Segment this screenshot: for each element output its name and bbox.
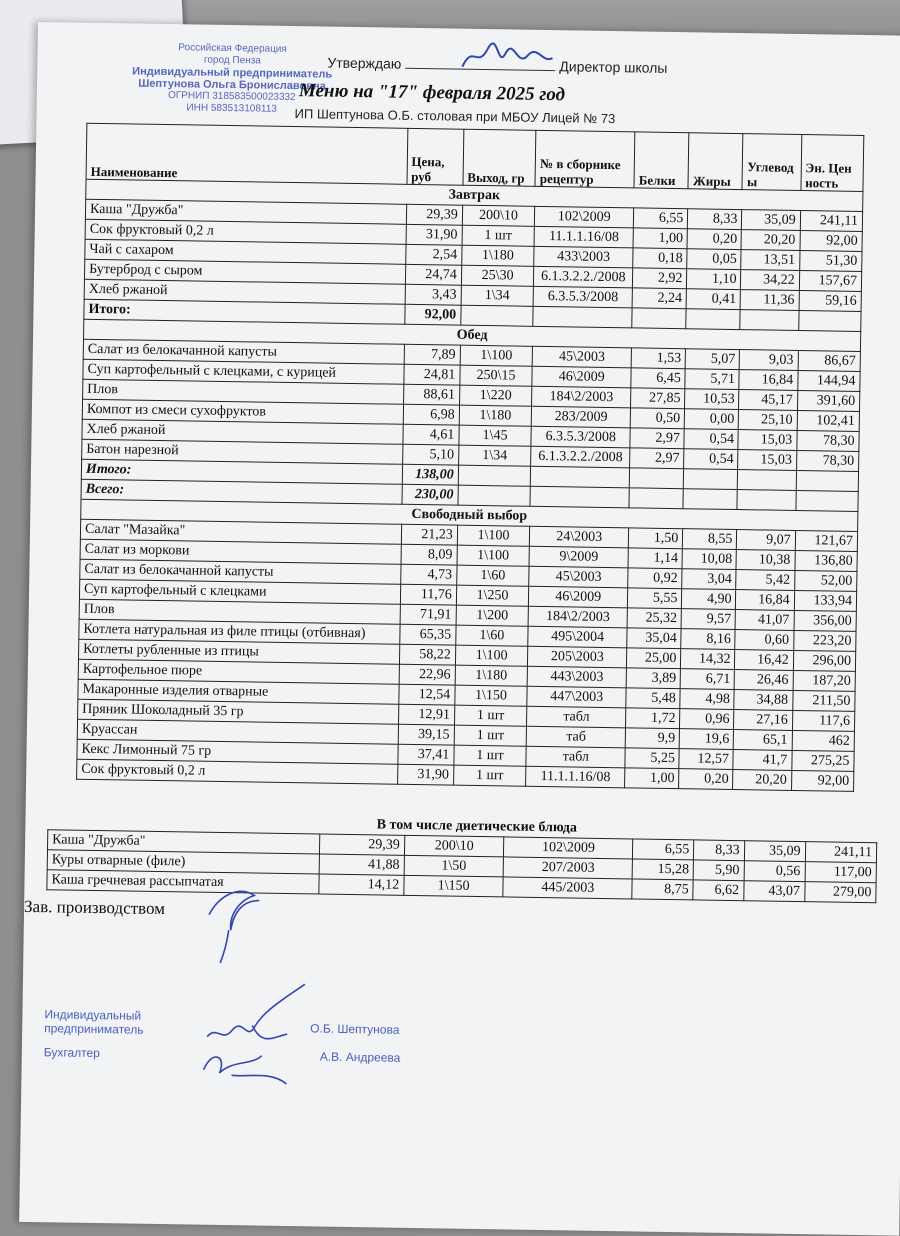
empty-cell bbox=[629, 488, 683, 509]
protein: 2,97 bbox=[630, 428, 684, 449]
entrepreneur-signature bbox=[191, 975, 323, 1087]
fat: 0,00 bbox=[685, 409, 739, 430]
section-title: В том числе диетические блюда bbox=[376, 816, 578, 836]
protein: 0,50 bbox=[630, 408, 684, 429]
empty-cell bbox=[530, 486, 629, 508]
production-manager-signature bbox=[198, 855, 270, 966]
yield: 1\250 bbox=[456, 585, 529, 606]
carbs: 16,84 bbox=[739, 370, 797, 391]
energy: 144,94 bbox=[797, 370, 860, 391]
protein: 15,28 bbox=[633, 859, 694, 880]
recipe-number: таб bbox=[526, 726, 625, 748]
entrepreneur-label: Индивидуальный предприниматель bbox=[44, 1007, 144, 1037]
yield: 1 шт bbox=[462, 225, 535, 246]
fat: 4,90 bbox=[682, 589, 736, 610]
price: 71,91 bbox=[400, 604, 456, 625]
recipe-number: 6.1.3.2.2./2008 bbox=[534, 266, 633, 288]
price: 11,76 bbox=[400, 584, 456, 605]
recipe-number: 445/2003 bbox=[503, 877, 632, 899]
fat: 12,57 bbox=[679, 749, 733, 770]
recipe-number: 45\2003 bbox=[532, 346, 631, 368]
price: 31,90 bbox=[406, 224, 462, 245]
price: 41,88 bbox=[320, 854, 405, 875]
empty-cell bbox=[796, 490, 859, 511]
dish-name: Пряник Шоколадный 35 гр bbox=[78, 699, 399, 724]
fat: 8,55 bbox=[683, 529, 737, 550]
protein: 5,55 bbox=[628, 588, 682, 609]
carbs: 5,42 bbox=[736, 570, 794, 591]
recipe-number: 443\2003 bbox=[527, 666, 626, 688]
protein: 2,97 bbox=[630, 448, 684, 469]
energy: 241,11 bbox=[805, 842, 877, 863]
total-value: 230,00 bbox=[402, 484, 458, 505]
carbs: 15,03 bbox=[738, 450, 796, 471]
energy: 136,80 bbox=[795, 550, 858, 571]
section-title: Свободный выбор bbox=[81, 499, 858, 531]
empty-cell bbox=[461, 305, 534, 326]
empty-cell bbox=[686, 309, 740, 330]
dish-name: Плов bbox=[79, 599, 400, 624]
recipe-number: 9\2009 bbox=[529, 546, 628, 568]
empty-cell bbox=[683, 489, 737, 510]
menu-table bbox=[76, 123, 864, 792]
col-fat: Жиры bbox=[688, 133, 743, 190]
col-protein: Белки bbox=[634, 132, 689, 189]
price: 12,54 bbox=[398, 684, 454, 705]
energy: 92,00 bbox=[791, 770, 854, 791]
protein: 25,32 bbox=[627, 608, 681, 629]
empty-cell bbox=[630, 468, 684, 489]
price: 21,23 bbox=[401, 524, 457, 545]
dish-name: Хлеб ржаной bbox=[82, 419, 403, 444]
recipe-number: табл bbox=[526, 746, 625, 768]
carbs: 0,56 bbox=[744, 861, 805, 882]
energy: 462 bbox=[792, 730, 855, 751]
dish-name: Плов bbox=[83, 379, 404, 404]
carbs: 13,51 bbox=[741, 250, 799, 271]
fat: 8,33 bbox=[694, 840, 745, 861]
carbs: 0,60 bbox=[735, 630, 793, 651]
carbs: 35,09 bbox=[744, 841, 805, 862]
carbs: 20,20 bbox=[733, 770, 791, 791]
dish-name: Салат из моркови bbox=[80, 539, 401, 564]
energy: 356,00 bbox=[794, 610, 857, 631]
energy: 279,00 bbox=[804, 882, 876, 903]
yield: 1 шт bbox=[454, 705, 527, 726]
price: 12,91 bbox=[398, 704, 454, 725]
section-title: Завтрак bbox=[86, 179, 863, 211]
price: 88,61 bbox=[403, 384, 459, 405]
fat: 10,53 bbox=[685, 389, 739, 410]
carbs: 16,84 bbox=[736, 590, 794, 611]
energy: 296,00 bbox=[793, 650, 856, 671]
protein: 6,45 bbox=[631, 368, 685, 389]
total-value: 92,00 bbox=[404, 304, 460, 325]
energy: 133,94 bbox=[794, 590, 857, 611]
director-signature bbox=[457, 39, 558, 81]
price: 7,89 bbox=[404, 344, 460, 365]
protein: 2,92 bbox=[633, 268, 687, 289]
recipe-number: 205\2003 bbox=[528, 646, 627, 668]
recipe-number: 102\2009 bbox=[504, 837, 633, 859]
carbs: 45,17 bbox=[739, 390, 797, 411]
fat: 5,90 bbox=[693, 860, 744, 881]
dish-name: Салат "Мазайка" bbox=[80, 519, 401, 544]
protein: 0,18 bbox=[633, 248, 687, 269]
price: 6,98 bbox=[403, 404, 459, 425]
recipe-number: 433\2003 bbox=[534, 246, 633, 268]
empty-cell bbox=[684, 469, 738, 490]
yield: 200\10 bbox=[404, 835, 504, 857]
fat: 6,71 bbox=[680, 669, 734, 690]
recipe-number: 11.1.1.16/08 bbox=[526, 766, 625, 788]
price: 22,96 bbox=[399, 664, 455, 685]
energy: 241,11 bbox=[800, 210, 863, 231]
empty-cell bbox=[737, 490, 795, 511]
yield: 1\180 bbox=[459, 405, 532, 426]
energy: 117,00 bbox=[805, 862, 877, 883]
carbs: 34,22 bbox=[741, 270, 799, 291]
fat: 3,04 bbox=[682, 569, 736, 590]
carbs: 9,07 bbox=[737, 530, 795, 551]
price: 4,61 bbox=[403, 424, 459, 445]
energy: 275,25 bbox=[792, 750, 855, 771]
col-name: Наименование bbox=[86, 123, 407, 184]
total-label: Итого: bbox=[84, 299, 405, 324]
empty-cell bbox=[632, 308, 686, 329]
protein: 6,55 bbox=[634, 208, 688, 229]
col-yield: Выход, гр bbox=[463, 129, 536, 186]
protein: 6,55 bbox=[633, 839, 694, 860]
total-value: 138,00 bbox=[402, 464, 458, 485]
protein: 5,25 bbox=[625, 748, 679, 769]
price: 2,54 bbox=[405, 244, 461, 265]
empty-cell bbox=[458, 485, 531, 506]
energy: 86,67 bbox=[798, 350, 861, 371]
dish-name: Суп картофельный с клецками bbox=[79, 579, 400, 604]
yield: 1\100 bbox=[455, 645, 528, 666]
yield: 25\30 bbox=[461, 265, 534, 286]
carbs: 10,38 bbox=[736, 550, 794, 571]
protein: 5,48 bbox=[626, 688, 680, 709]
carbs: 9,03 bbox=[740, 350, 798, 371]
company-stamp: Российская Федерация город Пенза Индивидуальный предприниматель Шептунова Ольга Брониславовна ОГРНИП 318583500023332 ИНН 583513108113 bbox=[132, 42, 333, 115]
empty-cell bbox=[796, 470, 859, 491]
carbs: 27,16 bbox=[734, 710, 792, 731]
yield: 1\50 bbox=[404, 855, 504, 877]
accountant-name: А.В. Андреева bbox=[319, 1049, 401, 1065]
production-manager-label: Зав. производством bbox=[23, 896, 166, 919]
protein: 27,85 bbox=[631, 388, 685, 409]
protein: 1,72 bbox=[626, 708, 680, 729]
carbs: 34,88 bbox=[734, 690, 792, 711]
carbs: 25,10 bbox=[739, 410, 797, 431]
dish-name: Хлеб ржаной bbox=[84, 279, 405, 304]
energy: 78,30 bbox=[797, 430, 860, 451]
recipe-number: 6.1.3.2.2./2008 bbox=[531, 446, 630, 468]
carbs: 26,46 bbox=[735, 670, 793, 691]
energy: 78,30 bbox=[796, 450, 859, 471]
protein: 1,00 bbox=[625, 768, 679, 789]
empty-cell bbox=[458, 465, 531, 486]
yield: 1\34 bbox=[461, 285, 534, 306]
dish-name: Сок фруктовый 0,2 л bbox=[77, 759, 398, 784]
fat: 0,05 bbox=[687, 249, 741, 270]
carbs: 43,07 bbox=[743, 881, 804, 902]
protein: 9,9 bbox=[625, 728, 679, 749]
fat: 9,57 bbox=[681, 609, 735, 630]
empty-cell bbox=[798, 310, 861, 331]
recipe-number: 495\2004 bbox=[528, 626, 627, 648]
yield: 1\60 bbox=[456, 565, 529, 586]
yield: 1 шт bbox=[453, 765, 526, 786]
dish-name: Котлеты рубленные из птицы bbox=[78, 639, 399, 664]
yield: 1\34 bbox=[458, 445, 531, 466]
fat: 19,6 bbox=[680, 729, 734, 750]
protein: 1,50 bbox=[629, 528, 683, 549]
price: 39,15 bbox=[398, 724, 454, 745]
fat: 1,10 bbox=[687, 269, 741, 290]
price: 14,12 bbox=[319, 874, 404, 895]
empty-cell bbox=[531, 466, 630, 488]
recipe-number: 11.1.1.16/08 bbox=[534, 226, 633, 248]
protein: 1,14 bbox=[628, 548, 682, 569]
carbs: 20,20 bbox=[741, 230, 799, 251]
energy: 102,41 bbox=[797, 410, 860, 431]
yield: 1\180 bbox=[455, 665, 528, 686]
recipe-number: 6.3.5.3/2008 bbox=[533, 286, 632, 308]
protein: 2,24 bbox=[632, 288, 686, 309]
yield: 1\100 bbox=[457, 545, 530, 566]
protein: 1,00 bbox=[633, 228, 687, 249]
yield: 1\100 bbox=[460, 345, 533, 366]
dish-name: Бутерброд с сыром bbox=[84, 259, 405, 284]
col-price: Цена, руб bbox=[407, 128, 464, 185]
price: 37,41 bbox=[397, 744, 453, 765]
fat: 5,07 bbox=[686, 349, 740, 370]
dish-name: Компот из смеси сухофруктов bbox=[82, 399, 403, 424]
fat: 0,20 bbox=[687, 229, 741, 250]
col-recipe: № в сборнике рецептур bbox=[535, 130, 635, 188]
fat: 14,32 bbox=[681, 649, 735, 670]
approve-label: Утверждаю bbox=[327, 54, 402, 72]
carbs: 65,1 bbox=[734, 730, 792, 751]
recipe-number: 447\2003 bbox=[527, 686, 626, 708]
yield: 1\150 bbox=[404, 875, 504, 897]
energy: 187,20 bbox=[793, 670, 856, 691]
dish-name: Куры отварные (филе) bbox=[47, 850, 320, 874]
empty-cell bbox=[740, 310, 798, 331]
total-label: Итого: bbox=[81, 459, 402, 484]
dish-name: Каша "Дружба" bbox=[85, 199, 406, 224]
dish-name: Каша гречневая рассыпчатая bbox=[47, 870, 320, 894]
recipe-number: 46\2009 bbox=[529, 586, 628, 608]
dish-name: Салат из белокачанной капусты bbox=[80, 559, 401, 584]
yield: 1\180 bbox=[461, 245, 534, 266]
recipe-number: 45\2003 bbox=[529, 566, 628, 588]
fat: 0,41 bbox=[686, 289, 740, 310]
fat: 5,71 bbox=[685, 369, 739, 390]
carbs: 11,36 bbox=[741, 290, 799, 311]
yield: 1 шт bbox=[454, 745, 527, 766]
protein: 25,00 bbox=[627, 648, 681, 669]
price: 29,39 bbox=[320, 834, 405, 855]
dish-name: Суп картофельный с клецками, с курицей bbox=[83, 359, 404, 384]
fat: 6,62 bbox=[693, 880, 744, 901]
energy: 121,67 bbox=[795, 530, 858, 551]
fat: 8,33 bbox=[688, 209, 742, 230]
price: 4,73 bbox=[400, 564, 456, 585]
yield: 1\220 bbox=[459, 385, 532, 406]
dish-name: Салат из белокачанной капусты bbox=[83, 339, 404, 364]
section-title: Обед bbox=[84, 319, 861, 351]
recipe-number: 283/2009 bbox=[531, 406, 630, 428]
price: 29,39 bbox=[406, 204, 462, 225]
protein: 3,89 bbox=[626, 668, 680, 689]
carbs: 41,07 bbox=[736, 610, 794, 631]
yield: 250\15 bbox=[460, 365, 533, 386]
yield: 1\60 bbox=[456, 625, 529, 646]
energy: 92,00 bbox=[800, 230, 863, 251]
recipe-number: 46\2009 bbox=[532, 366, 631, 388]
carbs: 35,09 bbox=[742, 210, 800, 231]
yield: 1\200 bbox=[456, 605, 529, 626]
recipe-number: 24\2003 bbox=[530, 526, 629, 548]
menu-sheet bbox=[19, 22, 900, 1236]
accountant-label: Бухгалтер bbox=[43, 1045, 101, 1061]
energy: 157,67 bbox=[799, 270, 862, 291]
dish-name: Картофельное пюре bbox=[78, 659, 399, 684]
col-carbs: Углеводы bbox=[742, 134, 801, 191]
price: 5,10 bbox=[402, 444, 458, 465]
fat: 8,16 bbox=[681, 629, 735, 650]
dish-name: Котлета натуральная из филе птицы (отбивная) bbox=[79, 619, 400, 644]
recipe-number: 184\2/2003 bbox=[528, 606, 627, 628]
yield: 1\100 bbox=[457, 525, 530, 546]
energy: 59,16 bbox=[799, 290, 862, 311]
yield: 200\10 bbox=[462, 205, 535, 226]
price: 24,74 bbox=[405, 264, 461, 285]
price: 3,43 bbox=[405, 284, 461, 305]
dish-name: Кекс Лимонный 75 гр bbox=[77, 739, 398, 764]
energy: 117,6 bbox=[792, 710, 855, 731]
protein: 0,92 bbox=[628, 568, 682, 589]
dish-name: Сок фруктовый 0,2 л bbox=[85, 219, 406, 244]
yield: 1 шт bbox=[454, 725, 527, 746]
price: 31,90 bbox=[397, 764, 453, 785]
energy: 52,00 bbox=[794, 570, 857, 591]
fat: 4,98 bbox=[680, 689, 734, 710]
carbs: 15,03 bbox=[738, 430, 796, 451]
total-label: Всего: bbox=[81, 479, 402, 504]
recipe-number: табл bbox=[527, 706, 626, 728]
protein: 8,75 bbox=[632, 879, 693, 900]
dish-name: Каша "Дружба" bbox=[47, 830, 320, 854]
protein: 35,04 bbox=[627, 628, 681, 649]
energy: 223,20 bbox=[793, 630, 856, 651]
recipe-number: 102\2009 bbox=[535, 206, 634, 228]
empty-cell bbox=[533, 306, 632, 328]
empty-cell bbox=[738, 470, 796, 491]
price: 58,22 bbox=[399, 644, 455, 665]
fat: 0,54 bbox=[684, 449, 738, 470]
recipe-number: 207/2003 bbox=[504, 857, 633, 879]
energy: 391,60 bbox=[797, 390, 860, 411]
fat: 0,54 bbox=[684, 429, 738, 450]
yield: 1\45 bbox=[459, 425, 532, 446]
dish-name: Чай с сахаром bbox=[85, 239, 406, 264]
fat: 10,08 bbox=[682, 549, 736, 570]
fat: 0,96 bbox=[680, 709, 734, 730]
entrepreneur-name: О.Б. Шептунова bbox=[310, 1021, 400, 1037]
protein: 1,53 bbox=[631, 348, 685, 369]
price: 8,09 bbox=[401, 544, 457, 565]
fat: 0,20 bbox=[679, 769, 733, 790]
carbs: 16,42 bbox=[735, 650, 793, 671]
dish-name: Макаронные изделия отварные bbox=[78, 679, 399, 704]
yield: 1\150 bbox=[455, 685, 528, 706]
energy: 51,30 bbox=[799, 250, 862, 271]
page-subtitle: ИП Шептунова О.Б. столовая при МБОУ Лицей № 73 bbox=[294, 106, 616, 127]
price: 24,81 bbox=[403, 364, 459, 385]
page-title: Меню на "17" февраля 2025 год bbox=[298, 80, 566, 106]
recipe-number: 184\2/2003 bbox=[532, 386, 631, 408]
diet-table bbox=[46, 810, 877, 903]
carbs: 41,7 bbox=[733, 750, 791, 771]
price: 65,35 bbox=[399, 624, 455, 645]
recipe-number: 6.3.5.3/2008 bbox=[531, 426, 630, 448]
energy: 211,50 bbox=[792, 690, 855, 711]
col-energy: Эн. Ценность bbox=[801, 135, 864, 192]
dish-name: Круассан bbox=[77, 719, 398, 744]
dish-name: Батон нарезной bbox=[82, 439, 403, 464]
director-label: Директор школы bbox=[559, 58, 668, 76]
